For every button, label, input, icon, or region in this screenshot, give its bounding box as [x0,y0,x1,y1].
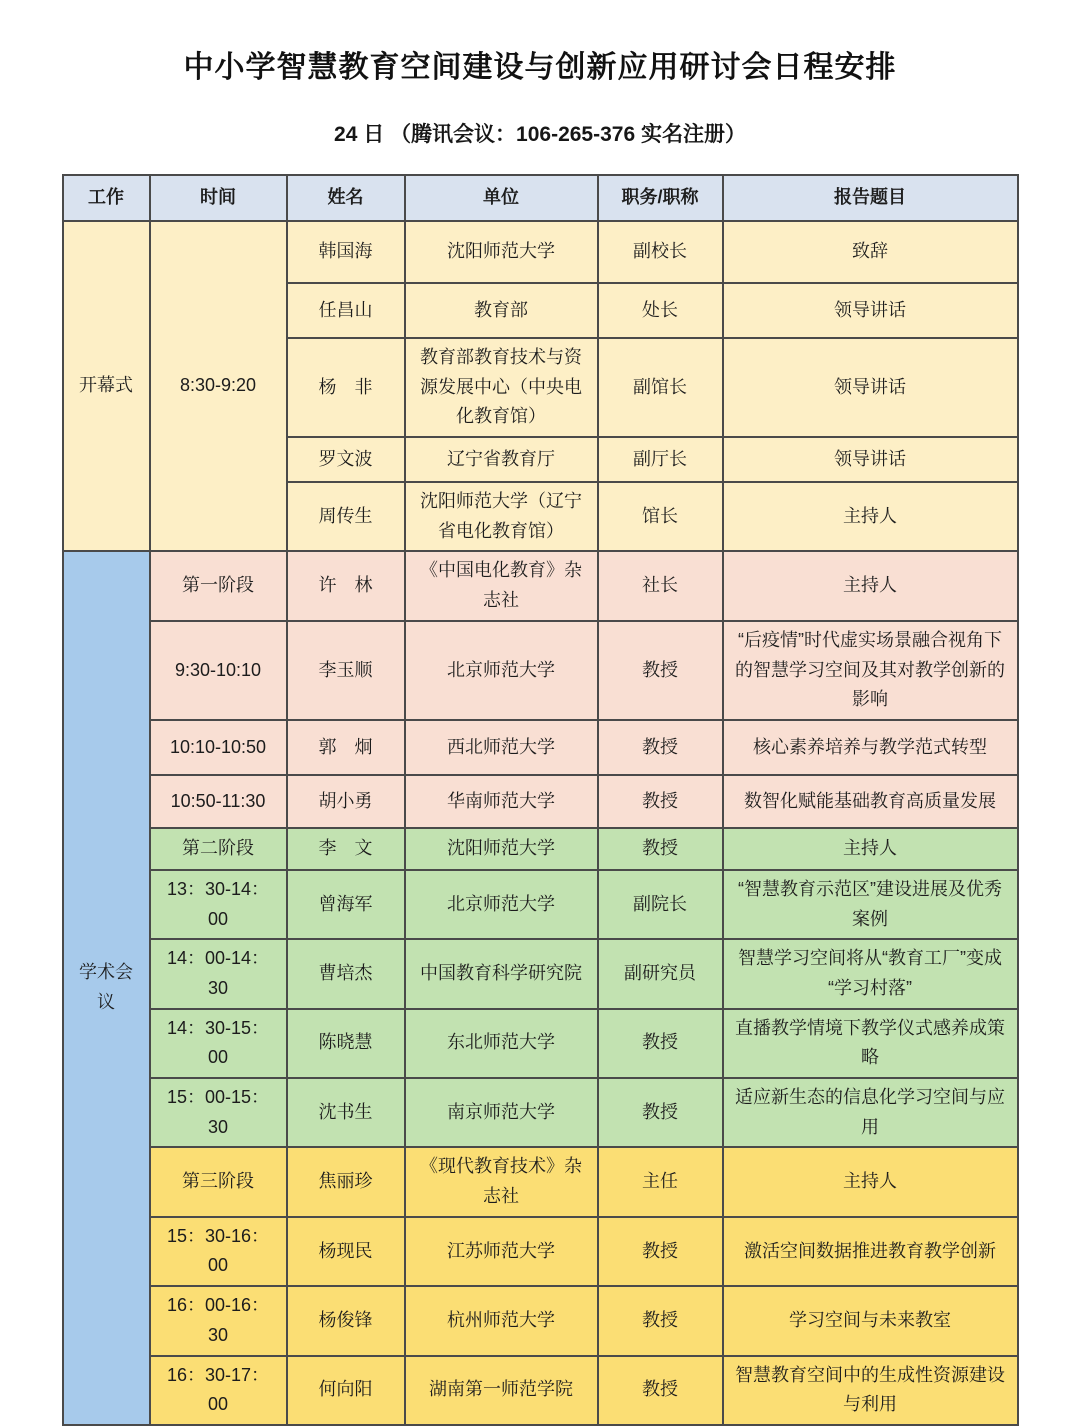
title-cell: 主任 [598,1147,723,1216]
org-cell: 中国教育科学研究院 [405,939,598,1008]
schedule-row [63,870,1018,939]
title-cell: 处长 [598,283,723,338]
time-cell: 14：00-14：30 [150,939,287,1008]
name-cell: 罗文波 [287,437,405,482]
name-cell: 任昌山 [287,283,405,338]
topic-cell: “后疫情”时代虚实场景融合视角下的智慧学习空间及其对教学创新的影响 [723,621,1018,720]
title-cell: 社长 [598,551,723,620]
topic-cell: 领导讲话 [723,283,1018,338]
name-cell: 陈晓慧 [287,1009,405,1078]
title-cell: 教授 [598,1356,723,1425]
meeting-info: 24 日 （腾讯会议：106-265-376 实名注册） [334,123,746,146]
schedule-table [62,174,1019,1426]
org-cell: 沈阳师范大学 [405,828,598,870]
topic-cell: 主持人 [723,551,1018,620]
stage-cell: 第二阶段 [150,828,287,870]
title-cell: 教授 [598,1078,723,1147]
time-cell: 15：30-16：00 [150,1217,287,1286]
topic-cell: 领导讲话 [723,338,1018,437]
name-cell: 郭 炯 [287,720,405,775]
schedule-row [63,1009,1018,1078]
schedule-row [63,1217,1018,1286]
org-cell: 华南师范大学 [405,775,598,828]
time-cell: 13：30-14：00 [150,870,287,939]
topic-cell: 智慧学习空间将从“教育工厂”变成“学习村落” [723,939,1018,1008]
org-cell: 南京师范大学 [405,1078,598,1147]
name-cell: 韩国海 [287,221,405,283]
name-cell: 杨俊锋 [287,1286,405,1355]
header-title: 职务/职称 [598,175,723,221]
org-cell: 湖南第一师范学院 [405,1356,598,1425]
topic-cell: 学习空间与未来教室 [723,1286,1018,1355]
org-cell: 教育部 [405,283,598,338]
topic-cell: 智慧教育空间中的生成性资源建设与利用 [723,1356,1018,1425]
schedule-row [63,828,1018,870]
name-cell: 李 文 [287,828,405,870]
org-cell: 教育部教育技术与资源发展中心（中央电化教育馆） [405,338,598,437]
topic-cell: 适应新生态的信息化学习空间与应用 [723,1078,1018,1147]
stage-cell: 第一阶段 [150,551,287,620]
schedule-row [63,221,1018,283]
schedule-row [63,939,1018,1008]
topic-cell: “智慧教育示范区”建设进展及优秀案例 [723,870,1018,939]
work-cell-opening: 开幕式 [63,221,150,551]
page-title: 中小学智慧教育空间建设与创新应用研讨会日程安排 [183,51,897,84]
topic-cell: 核心素养培养与教学范式转型 [723,720,1018,775]
header-topic: 报告题目 [723,175,1018,221]
time-cell: 14：30-15：00 [150,1009,287,1078]
topic-cell: 主持人 [723,482,1018,551]
schedule-row [63,1356,1018,1425]
title-cell: 教授 [598,621,723,720]
header-name: 姓名 [287,175,405,221]
name-cell: 周传生 [287,482,405,551]
header-work: 工作 [63,175,150,221]
header-org: 单位 [405,175,598,221]
schedule-row [63,621,1018,720]
topic-cell: 主持人 [723,828,1018,870]
name-cell: 沈书生 [287,1078,405,1147]
title-cell: 馆长 [598,482,723,551]
org-cell: 沈阳师范大学 [405,221,598,283]
title-cell: 教授 [598,775,723,828]
title-cell: 副校长 [598,221,723,283]
time-cell: 15：00-15：30 [150,1078,287,1147]
schedule-row [63,1078,1018,1147]
schedule-row [63,1147,1018,1216]
name-cell: 许 林 [287,551,405,620]
time-cell: 10:50-11:30 [150,775,287,828]
org-cell: 沈阳师范大学（辽宁省电化教育馆） [405,482,598,551]
schedule-row [63,1286,1018,1355]
title-cell: 教授 [598,1286,723,1355]
org-cell: 北京师范大学 [405,870,598,939]
time-cell: 8:30-9:20 [150,221,287,551]
name-cell: 李玉顺 [287,621,405,720]
time-cell: 16：30-17：00 [150,1356,287,1425]
name-cell: 焦丽珍 [287,1147,405,1216]
name-cell: 杨 非 [287,338,405,437]
title-cell: 教授 [598,720,723,775]
title-cell: 副研究员 [598,939,723,1008]
time-cell: 16：00-16：30 [150,1286,287,1355]
org-cell: 江苏师范大学 [405,1217,598,1286]
title-cell: 副厅长 [598,437,723,482]
topic-cell: 领导讲话 [723,437,1018,482]
title-cell: 教授 [598,1009,723,1078]
org-cell: 西北师范大学 [405,720,598,775]
topic-cell: 激活空间数据推进教育教学创新 [723,1217,1018,1286]
topic-cell: 数智化赋能基础教育高质量发展 [723,775,1018,828]
header-time: 时间 [150,175,287,221]
schedule-row [63,775,1018,828]
org-cell: 杭州师范大学 [405,1286,598,1355]
work-cell-academic: 学术会议 [63,551,150,1424]
header-row [63,175,1018,221]
org-cell: 辽宁省教育厅 [405,437,598,482]
name-cell: 曾海军 [287,870,405,939]
name-cell: 曹培杰 [287,939,405,1008]
title-cell: 教授 [598,828,723,870]
org-cell: 《中国电化教育》杂志社 [405,551,598,620]
org-cell: 《现代教育技术》杂志社 [405,1147,598,1216]
title-cell: 副院长 [598,870,723,939]
schedule-row [63,720,1018,775]
name-cell: 杨现民 [287,1217,405,1286]
topic-cell: 主持人 [723,1147,1018,1216]
name-cell: 胡小勇 [287,775,405,828]
title-cell: 副馆长 [598,338,723,437]
time-cell: 9:30-10:10 [150,621,287,720]
schedule-row [63,551,1018,620]
topic-cell: 致辞 [723,221,1018,283]
org-cell: 北京师范大学 [405,621,598,720]
stage-cell: 第三阶段 [150,1147,287,1216]
title-cell: 教授 [598,1217,723,1286]
name-cell: 何向阳 [287,1356,405,1425]
org-cell: 东北师范大学 [405,1009,598,1078]
topic-cell: 直播教学情境下教学仪式感养成策略 [723,1009,1018,1078]
time-cell: 10:10-10:50 [150,720,287,775]
